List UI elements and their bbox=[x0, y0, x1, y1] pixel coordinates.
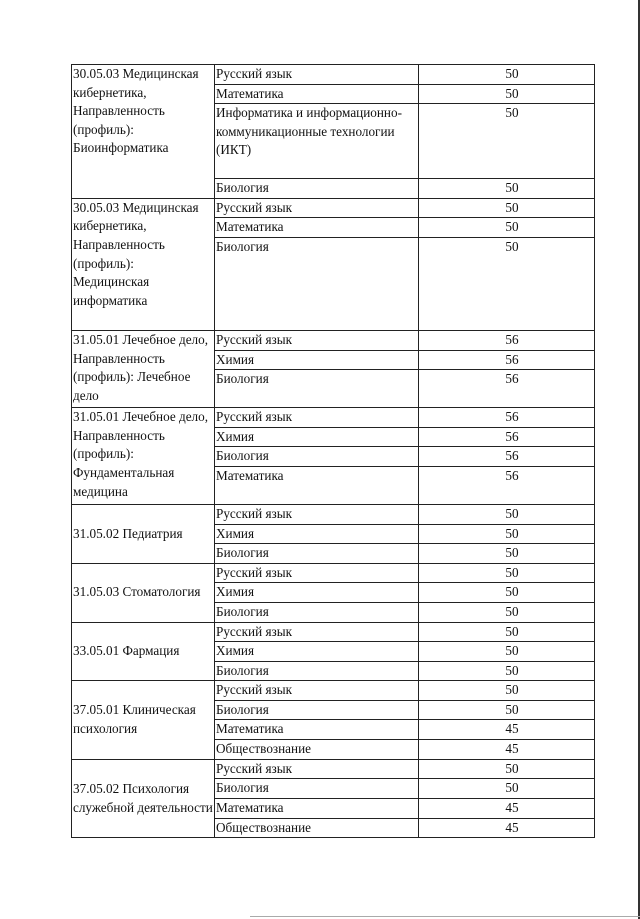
min-score-cell: 50 bbox=[419, 84, 595, 104]
subject-cell: Биология bbox=[215, 661, 419, 681]
table-body bbox=[72, 65, 595, 838]
subject-cell: Математика bbox=[215, 84, 419, 104]
subject-cell: Биология bbox=[215, 179, 419, 199]
subject-cell: Химия bbox=[215, 524, 419, 544]
program-cell: 31.05.01 Лечебное дело, Направленность (профиль): Лечебное дело bbox=[72, 330, 215, 407]
program-cell: 30.05.03 Медицинская кибернетика, Направленность (профиль): Медицинская информатика bbox=[72, 198, 215, 330]
table-row bbox=[72, 198, 595, 218]
min-score-cell: 50 bbox=[419, 104, 595, 179]
subject-cell: Русский язык bbox=[215, 759, 419, 779]
min-score-cell: 50 bbox=[419, 642, 595, 662]
min-score-cell: 50 bbox=[419, 700, 595, 720]
min-score-cell: 50 bbox=[419, 602, 595, 622]
subject-cell: Химия bbox=[215, 583, 419, 603]
table-row bbox=[72, 504, 595, 524]
table-row bbox=[72, 622, 595, 642]
program-cell: 31.05.02 Педиатрия bbox=[72, 504, 215, 563]
min-score-cell: 45 bbox=[419, 798, 595, 818]
subject-cell: Биология bbox=[215, 779, 419, 799]
subject-cell: Химия bbox=[215, 350, 419, 370]
subject-cell: Русский язык bbox=[215, 563, 419, 583]
min-score-cell: 50 bbox=[419, 218, 595, 238]
program-cell: 30.05.03 Медицинская кибернетика, Направленность (профиль): Биоинформатика bbox=[72, 65, 215, 199]
min-score-cell: 56 bbox=[419, 466, 595, 504]
subject-cell: Математика bbox=[215, 466, 419, 504]
min-score-cell: 50 bbox=[419, 237, 595, 330]
program-cell: 31.05.03 Стоматология bbox=[72, 563, 215, 622]
subject-cell: Информатика и информационно-коммуникационные технологии (ИКТ) bbox=[215, 104, 419, 179]
subject-cell: Русский язык bbox=[215, 408, 419, 428]
subject-cell: Биология bbox=[215, 544, 419, 564]
subject-cell: Русский язык bbox=[215, 330, 419, 350]
min-score-cell: 50 bbox=[419, 179, 595, 199]
subject-cell: Обществознание bbox=[215, 740, 419, 760]
subject-cell: Биология bbox=[215, 370, 419, 408]
min-score-cell: 56 bbox=[419, 408, 595, 428]
subject-cell: Русский язык bbox=[215, 681, 419, 701]
program-cell: 37.05.01 Клиническая психология bbox=[72, 681, 215, 759]
min-score-cell: 50 bbox=[419, 504, 595, 524]
min-score-cell: 50 bbox=[419, 622, 595, 642]
subject-cell: Математика bbox=[215, 798, 419, 818]
table-row bbox=[72, 563, 595, 583]
min-score-cell: 56 bbox=[419, 330, 595, 350]
min-score-cell: 50 bbox=[419, 65, 595, 85]
program-cell: 37.05.02 Психология служебной деятельности bbox=[72, 759, 215, 838]
subject-cell: Математика bbox=[215, 218, 419, 238]
min-score-cell: 50 bbox=[419, 198, 595, 218]
table-row bbox=[72, 65, 595, 85]
subject-cell: Русский язык bbox=[215, 504, 419, 524]
subject-cell: Обществознание bbox=[215, 818, 419, 838]
subject-cell: Химия bbox=[215, 427, 419, 447]
min-score-cell: 50 bbox=[419, 563, 595, 583]
program-cell: 31.05.01 Лечебное дело, Направленность (профиль): Фундаментальная медицина bbox=[72, 408, 215, 505]
subject-cell: Биология bbox=[215, 700, 419, 720]
min-score-cell: 50 bbox=[419, 583, 595, 603]
scan-edge-bottom bbox=[250, 916, 640, 917]
min-score-cell: 56 bbox=[419, 350, 595, 370]
subject-cell: Русский язык bbox=[215, 65, 419, 85]
min-score-cell: 45 bbox=[419, 720, 595, 740]
table-row bbox=[72, 408, 595, 428]
subject-cell: Химия bbox=[215, 642, 419, 662]
subject-cell: Биология bbox=[215, 447, 419, 467]
subject-cell: Русский язык bbox=[215, 622, 419, 642]
table-row bbox=[72, 759, 595, 779]
min-score-cell: 50 bbox=[419, 681, 595, 701]
subject-cell: Биология bbox=[215, 237, 419, 330]
min-score-cell: 50 bbox=[419, 779, 595, 799]
min-score-cell: 56 bbox=[419, 370, 595, 408]
table-row bbox=[72, 330, 595, 350]
min-score-cell: 56 bbox=[419, 447, 595, 467]
min-score-cell: 56 bbox=[419, 427, 595, 447]
program-cell: 33.05.01 Фармация bbox=[72, 622, 215, 681]
subject-cell: Русский язык bbox=[215, 198, 419, 218]
subject-cell: Математика bbox=[215, 720, 419, 740]
admission-min-scores-table bbox=[71, 64, 595, 838]
min-score-cell: 50 bbox=[419, 544, 595, 564]
min-score-cell: 50 bbox=[419, 759, 595, 779]
min-score-cell: 50 bbox=[419, 524, 595, 544]
table-row bbox=[72, 681, 595, 701]
subject-cell: Биология bbox=[215, 602, 419, 622]
min-score-cell: 45 bbox=[419, 818, 595, 838]
min-score-cell: 50 bbox=[419, 661, 595, 681]
min-score-cell: 45 bbox=[419, 740, 595, 760]
